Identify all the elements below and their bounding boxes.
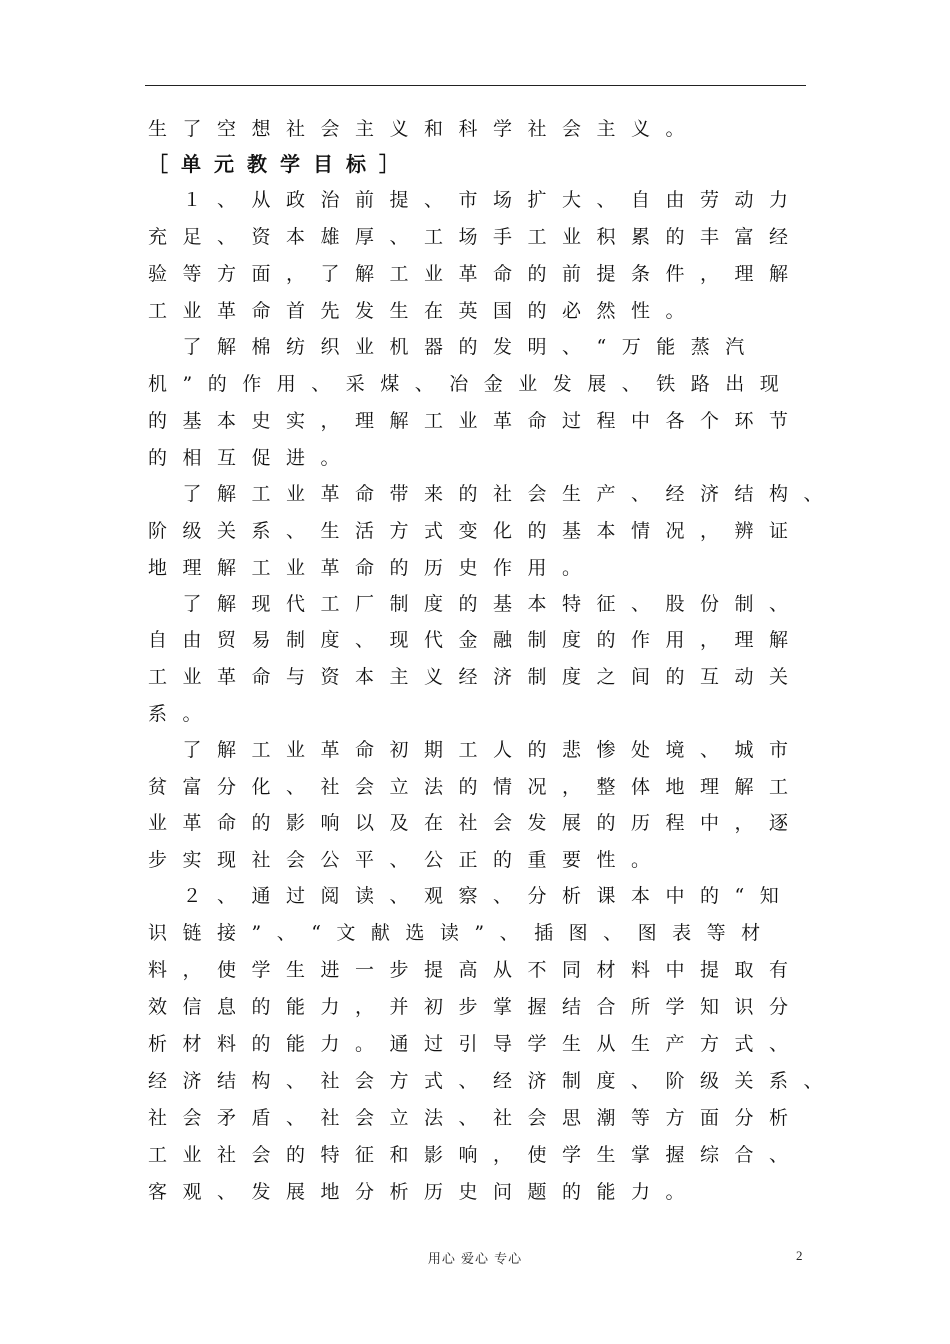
body-line: 析材料的能力。通过引导学生从生产方式、 <box>148 1033 804 1055</box>
body-line: 工业革命与资本主义经济制度之间的互动关 <box>148 666 804 688</box>
body-line: 的相互促进。 <box>148 447 356 469</box>
body-line: 生了空想社会主义和科学社会主义。 <box>148 118 701 140</box>
body-line: 经济结构、社会方式、经济制度、阶级关系、 <box>148 1070 839 1092</box>
body-line: 系。 <box>148 703 218 725</box>
body-line: 地理解工业革命的历史作用。 <box>148 557 597 579</box>
body-line: ２、通过阅读、观察、分析课本中的“知 <box>148 885 795 907</box>
body-line: 了解现代工厂制度的基本特征、股份制、 <box>148 593 804 615</box>
body-line: 业革命的影响以及在社会发展的历程中，逐 <box>148 812 804 834</box>
body-line: 贫富分化、社会立法的情况，整体地理解工 <box>148 776 804 798</box>
body-line: 识链接”、“文献选读”、插图、图表等材 <box>148 922 776 944</box>
section-heading: ［单元教学目标］ <box>148 152 412 176</box>
body-line: 社会矛盾、社会立法、社会思潮等方面分析 <box>148 1107 804 1129</box>
body-line: 工业革命首先发生在英国的必然性。 <box>148 300 701 322</box>
body-line: １、从政治前提、市场扩大、自由劳动力 <box>148 189 804 211</box>
body-line: 工业社会的特征和影响，使学生掌握综合、 <box>148 1144 804 1166</box>
body-line: 料，使学生进一步提高从不同材料中提取有 <box>148 959 804 981</box>
body-line: 客观、发展地分析历史问题的能力。 <box>148 1181 701 1203</box>
body-line: 了解工业革命初期工人的悲惨处境、城市 <box>148 739 804 761</box>
body-line: 机”的作用、采煤、冶金业发展、铁路出现 <box>148 373 795 395</box>
header-rule <box>145 85 806 86</box>
body-line: 自由贸易制度、现代金融制度的作用，理解 <box>148 629 804 651</box>
page-number: 2 <box>796 1248 803 1263</box>
body-line: 了解棉纺织业机器的发明、“万能蒸汽 <box>148 336 760 358</box>
body-line: 步实现社会公平、公正的重要性。 <box>148 849 666 871</box>
body-line: 了解工业革命带来的社会生产、经济结构、 <box>148 483 839 505</box>
body-line: 阶级关系、生活方式变化的基本情况，辨证 <box>148 520 804 542</box>
body-line: 充足、资本雄厚、工场手工业积累的丰富经 <box>148 226 804 248</box>
body-line: 效信息的能力，并初步掌握结合所学知识分 <box>148 996 804 1018</box>
body-line: 的基本史实，理解工业革命过程中各个环节 <box>148 410 804 432</box>
body-line: 验等方面，了解工业革命的前提条件，理解 <box>148 263 804 285</box>
footer-motto: 用心 爱心 专心 <box>427 1252 523 1267</box>
